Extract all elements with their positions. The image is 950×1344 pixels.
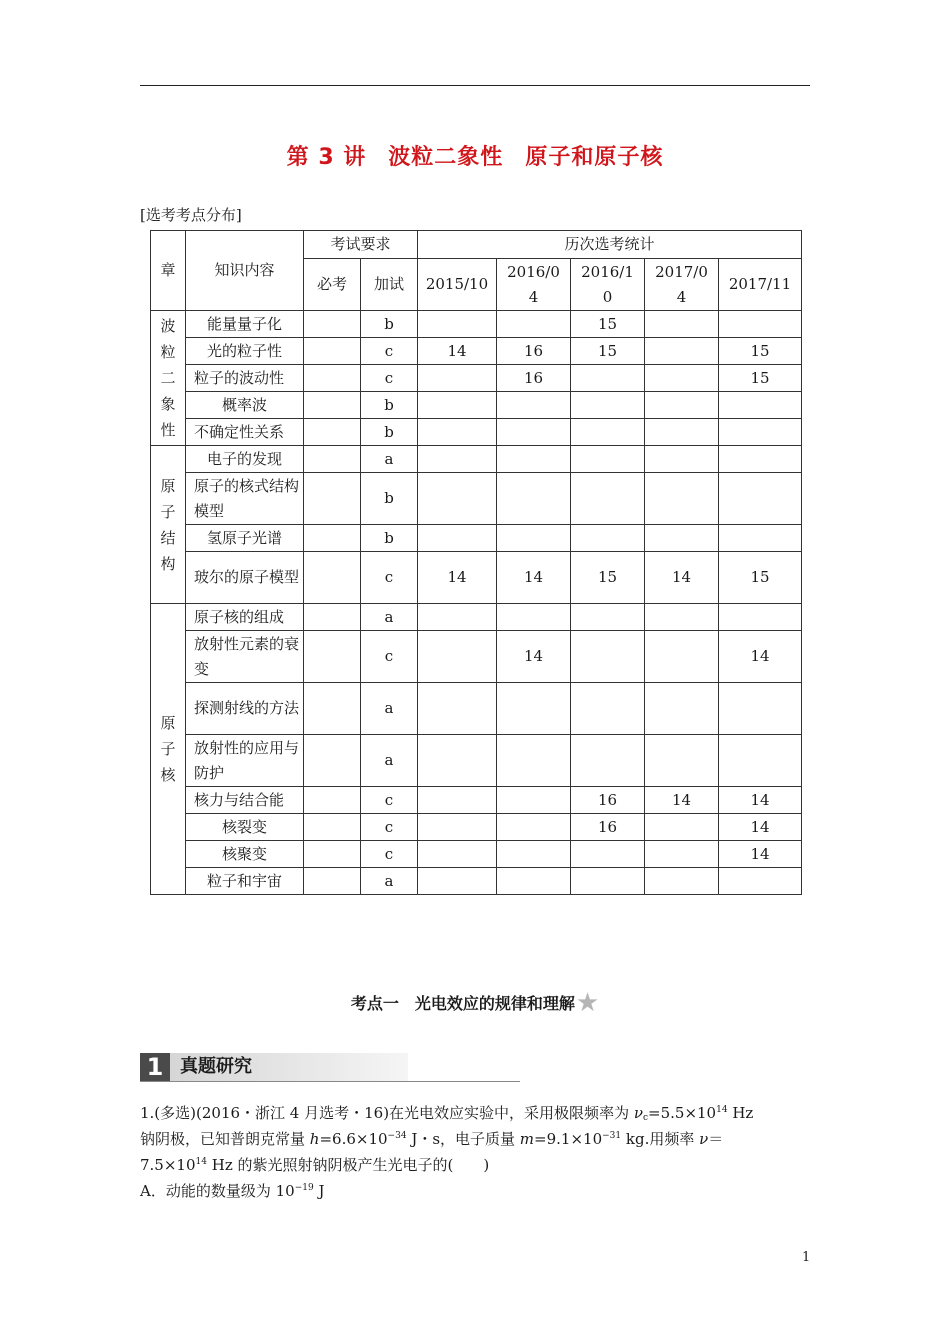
- topic-cell: 不确定性关系: [186, 419, 304, 446]
- stat-cell: [497, 525, 571, 552]
- header-required: 必考: [304, 259, 361, 311]
- topic-cell: 原子的核式结构模型: [186, 473, 304, 525]
- stat-cell: [497, 735, 571, 787]
- stat-cell: 16: [571, 814, 645, 841]
- topic-cell: 核裂变: [186, 814, 304, 841]
- stat-cell: [719, 392, 802, 419]
- table-row: [151, 868, 802, 895]
- section-heading: [0, 988, 950, 1018]
- stat-cell: [497, 446, 571, 473]
- additional-cell: c: [361, 841, 418, 868]
- required-cell: [304, 787, 361, 814]
- topic-cell: 放射性的应用与防护: [186, 735, 304, 787]
- additional-cell: b: [361, 419, 418, 446]
- stat-cell: [418, 311, 497, 338]
- header-rule: [140, 85, 810, 86]
- header-exam-requirements: 考试要求: [304, 231, 418, 259]
- stat-cell: 16: [571, 787, 645, 814]
- additional-cell: a: [361, 604, 418, 631]
- stat-cell: [719, 735, 802, 787]
- stat-cell: [497, 868, 571, 895]
- chapter-char: 二: [160, 369, 176, 387]
- table-row: [151, 735, 802, 787]
- table-row: [151, 311, 802, 338]
- topic-cell: 探测射线的方法: [186, 683, 304, 735]
- chapter-char: 子: [160, 502, 176, 521]
- topic-cell: 能量量子化: [186, 311, 304, 338]
- stat-cell: [571, 868, 645, 895]
- section-banner: [140, 1053, 520, 1081]
- topic-cell: 粒子和宇宙: [186, 868, 304, 895]
- required-cell: [304, 446, 361, 473]
- additional-cell: a: [361, 868, 418, 895]
- required-cell: [304, 683, 361, 735]
- stat-cell: [418, 868, 497, 895]
- question-line-1: 1.(多选)(2016・浙江 4 月选考・16)在光电效应实验中，采用极限频率为 $\nu_c=5.5\times 10^{14}$ Hz: [140, 1104, 754, 1123]
- stat-cell: 14: [497, 631, 571, 683]
- stat-cell: [571, 419, 645, 446]
- header-knowledge: 知识内容: [186, 231, 304, 311]
- chapter-char: 子: [160, 740, 176, 758]
- additional-cell: c: [361, 787, 418, 814]
- header-additional: 加试: [361, 259, 418, 311]
- required-cell: [304, 604, 361, 631]
- stat-cell: 15: [719, 365, 802, 392]
- option-a: A．动能的数量级为 $10^{-19}$ J: [140, 1182, 325, 1200]
- stat-cell: 14: [645, 787, 719, 814]
- topic-cell: 玻尔的原子模型: [186, 552, 304, 604]
- chapter-char: 原: [160, 714, 176, 732]
- stat-cell: [418, 365, 497, 392]
- stat-cell: [719, 604, 802, 631]
- stat-cell: 15: [719, 552, 802, 604]
- stat-cell: [719, 446, 802, 473]
- header-year: 2015/10: [418, 259, 497, 311]
- additional-cell: a: [361, 683, 418, 735]
- stat-cell: [719, 419, 802, 446]
- stat-cell: [645, 631, 719, 683]
- stat-cell: [418, 419, 497, 446]
- table-row: [151, 419, 802, 446]
- stat-cell: [645, 604, 719, 631]
- banner-number: 1: [140, 1053, 170, 1081]
- stat-cell: [645, 868, 719, 895]
- stat-cell: [418, 631, 497, 683]
- topic-cell: 放射性元素的衰变: [186, 631, 304, 683]
- header-year: 2017/11: [719, 259, 802, 311]
- chapter-char: 结: [160, 528, 176, 547]
- header-chapter: 章: [151, 231, 186, 311]
- stat-cell: [497, 392, 571, 419]
- stat-cell: [571, 841, 645, 868]
- chapter-char: 性: [160, 421, 176, 439]
- stat-cell: [497, 841, 571, 868]
- stat-cell: [497, 683, 571, 735]
- additional-cell: b: [361, 473, 418, 525]
- stat-cell: [497, 311, 571, 338]
- table-row: [151, 365, 802, 392]
- banner-rule: [140, 1081, 520, 1082]
- stat-cell: 16: [497, 365, 571, 392]
- stat-cell: 14: [719, 841, 802, 868]
- stat-cell: 14: [645, 552, 719, 604]
- table-row: [151, 446, 802, 473]
- required-cell: [304, 473, 361, 525]
- stat-cell: [571, 446, 645, 473]
- page-number: 1: [802, 1250, 811, 1265]
- required-cell: [304, 338, 361, 365]
- topic-cell: 概率波: [186, 392, 304, 419]
- header-year: 2016/0 4: [497, 259, 571, 311]
- stat-cell: [719, 473, 802, 525]
- stat-cell: [418, 735, 497, 787]
- required-cell: [304, 311, 361, 338]
- additional-cell: b: [361, 311, 418, 338]
- topic-cell: 核聚变: [186, 841, 304, 868]
- stat-cell: 14: [418, 338, 497, 365]
- table-row: [151, 814, 802, 841]
- stat-cell: [418, 392, 497, 419]
- stat-cell: 14: [719, 814, 802, 841]
- stat-cell: 15: [571, 338, 645, 365]
- additional-cell: a: [361, 446, 418, 473]
- chapter-char: 原: [160, 476, 176, 495]
- additional-cell: b: [361, 392, 418, 419]
- stat-cell: [571, 683, 645, 735]
- topic-cell: 原子核的组成: [186, 604, 304, 631]
- stat-cell: [571, 392, 645, 419]
- stat-cell: [719, 868, 802, 895]
- question-line-3: $7.5\times 10^{14}$ Hz 的紫光照射钠阴极产生光电子的( ): [140, 1156, 490, 1174]
- stat-cell: [497, 419, 571, 446]
- chapter-char: 构: [160, 554, 176, 573]
- stat-cell: 15: [719, 338, 802, 365]
- stat-cell: [645, 841, 719, 868]
- stat-cell: 15: [571, 552, 645, 604]
- stat-cell: [571, 631, 645, 683]
- stat-cell: [645, 735, 719, 787]
- stat-cell: [719, 525, 802, 552]
- stat-cell: [645, 473, 719, 525]
- stat-cell: [418, 787, 497, 814]
- table-row: [151, 552, 802, 604]
- required-cell: [304, 419, 361, 446]
- stat-cell: [645, 392, 719, 419]
- title-lecture: 第 3 讲: [286, 145, 367, 170]
- table-row: [151, 683, 802, 735]
- stat-cell: [719, 683, 802, 735]
- stat-cell: [497, 473, 571, 525]
- required-cell: [304, 365, 361, 392]
- stat-cell: 14: [719, 787, 802, 814]
- stat-cell: [645, 446, 719, 473]
- stat-cell: 16: [497, 338, 571, 365]
- additional-cell: c: [361, 365, 418, 392]
- stat-cell: [571, 473, 645, 525]
- header-year: 2016/1 0: [571, 259, 645, 311]
- exam-distribution-table: [150, 230, 802, 895]
- distribution-label: [选考考点分布]: [140, 206, 242, 224]
- topic-cell: 核力与结合能: [186, 787, 304, 814]
- required-cell: [304, 525, 361, 552]
- chapter-cell: [151, 446, 186, 604]
- stat-cell: [645, 814, 719, 841]
- stat-cell: [418, 683, 497, 735]
- stat-cell: [497, 787, 571, 814]
- table-row: [151, 604, 802, 631]
- chapter-cell: [151, 311, 186, 446]
- stat-cell: [497, 814, 571, 841]
- table-row: [151, 631, 802, 683]
- stat-cell: [645, 683, 719, 735]
- topic-cell: 电子的发现: [186, 446, 304, 473]
- table-row: [151, 473, 802, 525]
- chapter-char: 象: [160, 395, 176, 413]
- star-icon: ★: [575, 988, 600, 1018]
- additional-cell: c: [361, 552, 418, 604]
- required-cell: [304, 814, 361, 841]
- required-cell: [304, 735, 361, 787]
- stat-cell: [418, 814, 497, 841]
- table-row: [151, 787, 802, 814]
- table-row: [151, 338, 802, 365]
- stat-cell: [418, 841, 497, 868]
- table-row: [151, 525, 802, 552]
- stat-cell: [571, 735, 645, 787]
- chapter-cell: [151, 604, 186, 895]
- stat-cell: [418, 473, 497, 525]
- table-row: [151, 841, 802, 868]
- stat-cell: 14: [497, 552, 571, 604]
- page-title: [0, 140, 950, 171]
- topic-cell: 光的粒子性: [186, 338, 304, 365]
- stat-cell: [418, 604, 497, 631]
- header-history-stats: 历次选考统计: [418, 231, 802, 259]
- stat-cell: [571, 525, 645, 552]
- required-cell: [304, 631, 361, 683]
- question-1: [140, 1100, 812, 1204]
- stat-cell: [645, 338, 719, 365]
- stat-cell: 14: [418, 552, 497, 604]
- question-line-2: 钠阴极，已知普朗克常量 $h=6.6\times 10^{-34}$ J・s，电子质量 $m=9.1\times 10^{-31}$ kg.用频率 ν＝: [140, 1130, 724, 1148]
- additional-cell: c: [361, 338, 418, 365]
- banner-label: 真题研究: [170, 1053, 408, 1081]
- chapter-char: 波: [160, 317, 176, 335]
- header-year: 2017/0 4: [645, 259, 719, 311]
- required-cell: [304, 841, 361, 868]
- additional-cell: c: [361, 631, 418, 683]
- chapter-char: 核: [160, 766, 176, 784]
- stat-cell: 15: [571, 311, 645, 338]
- section-heading-text: 考点一 光电效应的规律和理解: [350, 994, 575, 1013]
- stat-cell: [645, 311, 719, 338]
- required-cell: [304, 868, 361, 895]
- stat-cell: [418, 446, 497, 473]
- stat-cell: [645, 419, 719, 446]
- stat-cell: [497, 604, 571, 631]
- topic-cell: 粒子的波动性: [186, 365, 304, 392]
- stat-cell: 14: [719, 631, 802, 683]
- additional-cell: b: [361, 525, 418, 552]
- additional-cell: c: [361, 814, 418, 841]
- topic-cell: 氢原子光谱: [186, 525, 304, 552]
- chapter-char: 粒: [160, 343, 176, 361]
- title-topic-2: 原子和原子核: [525, 145, 664, 170]
- required-cell: [304, 392, 361, 419]
- table-row: [151, 392, 802, 419]
- stat-cell: [571, 365, 645, 392]
- additional-cell: a: [361, 735, 418, 787]
- stat-cell: [418, 525, 497, 552]
- stat-cell: [645, 525, 719, 552]
- required-cell: [304, 552, 361, 604]
- stat-cell: [645, 365, 719, 392]
- stat-cell: [571, 604, 645, 631]
- stat-cell: [719, 311, 802, 338]
- title-topic-1: 波粒二象性: [388, 145, 504, 170]
